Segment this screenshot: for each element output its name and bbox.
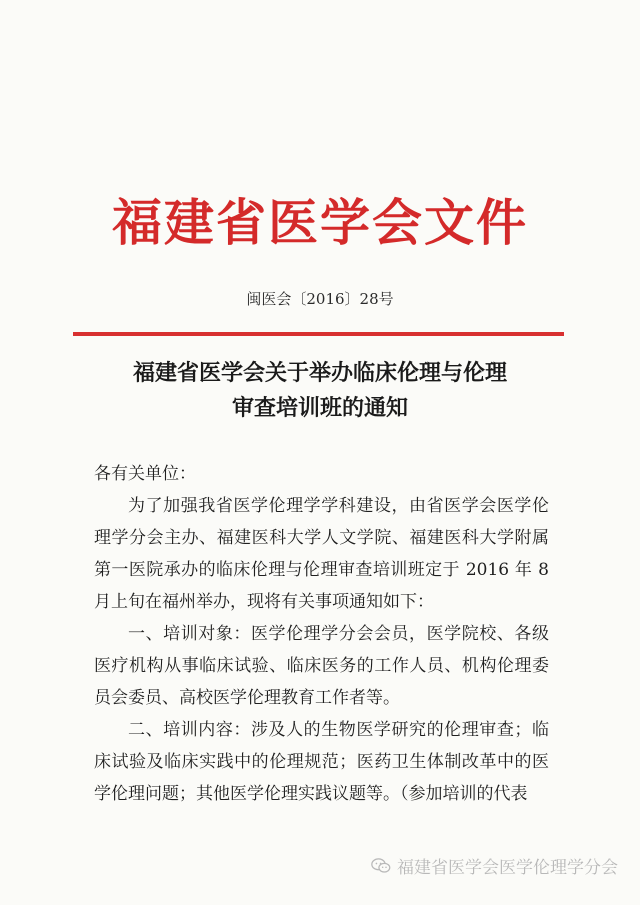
notice-title-line-1: 福建省医学会关于举办临床伦理与伦理 [132, 360, 507, 386]
body-text [94, 490, 549, 810]
doc-number: 闽医会〔2016〕28号 [246, 290, 394, 308]
watermark [371, 853, 618, 878]
notice-title-line-2: 审查培训班的通知 [231, 395, 408, 421]
red-divider [73, 332, 564, 336]
org-title: 福建省医学会文件 [112, 193, 528, 252]
paragraph-training-target: 一、培训对象：医学伦理学分会会员，医学院校、各级医疗机构从事临床试验、临床医务的工作人员、机构伦理委员会委员、高校医学伦理教育工作者等。 [94, 624, 549, 708]
salutation: 各有关单位： [94, 464, 196, 484]
paragraph-intro: 为了加强我省医学伦理学学科建设，由省医学会医学伦理学分会主办、福建医科大学人文学院、福建医科大学附属第一医院承办的临床伦理与伦理审查培训班定于 2016 年 8 月上旬在福州举办，现将有关事项通知如下： [94, 496, 549, 612]
notice-title [0, 356, 640, 426]
watermark-text: 福建省医学会医学伦理学分会 [397, 858, 618, 878]
wechat-icon [371, 857, 391, 875]
paragraph-training-content: 二、培训内容：涉及人的生物医学研究的伦理审查；临床试验及临床实践中的伦理规范；医药卫生体制改革中的医学伦理问题；其他医学伦理实践议题等。（参加培训的代表 [94, 720, 549, 804]
